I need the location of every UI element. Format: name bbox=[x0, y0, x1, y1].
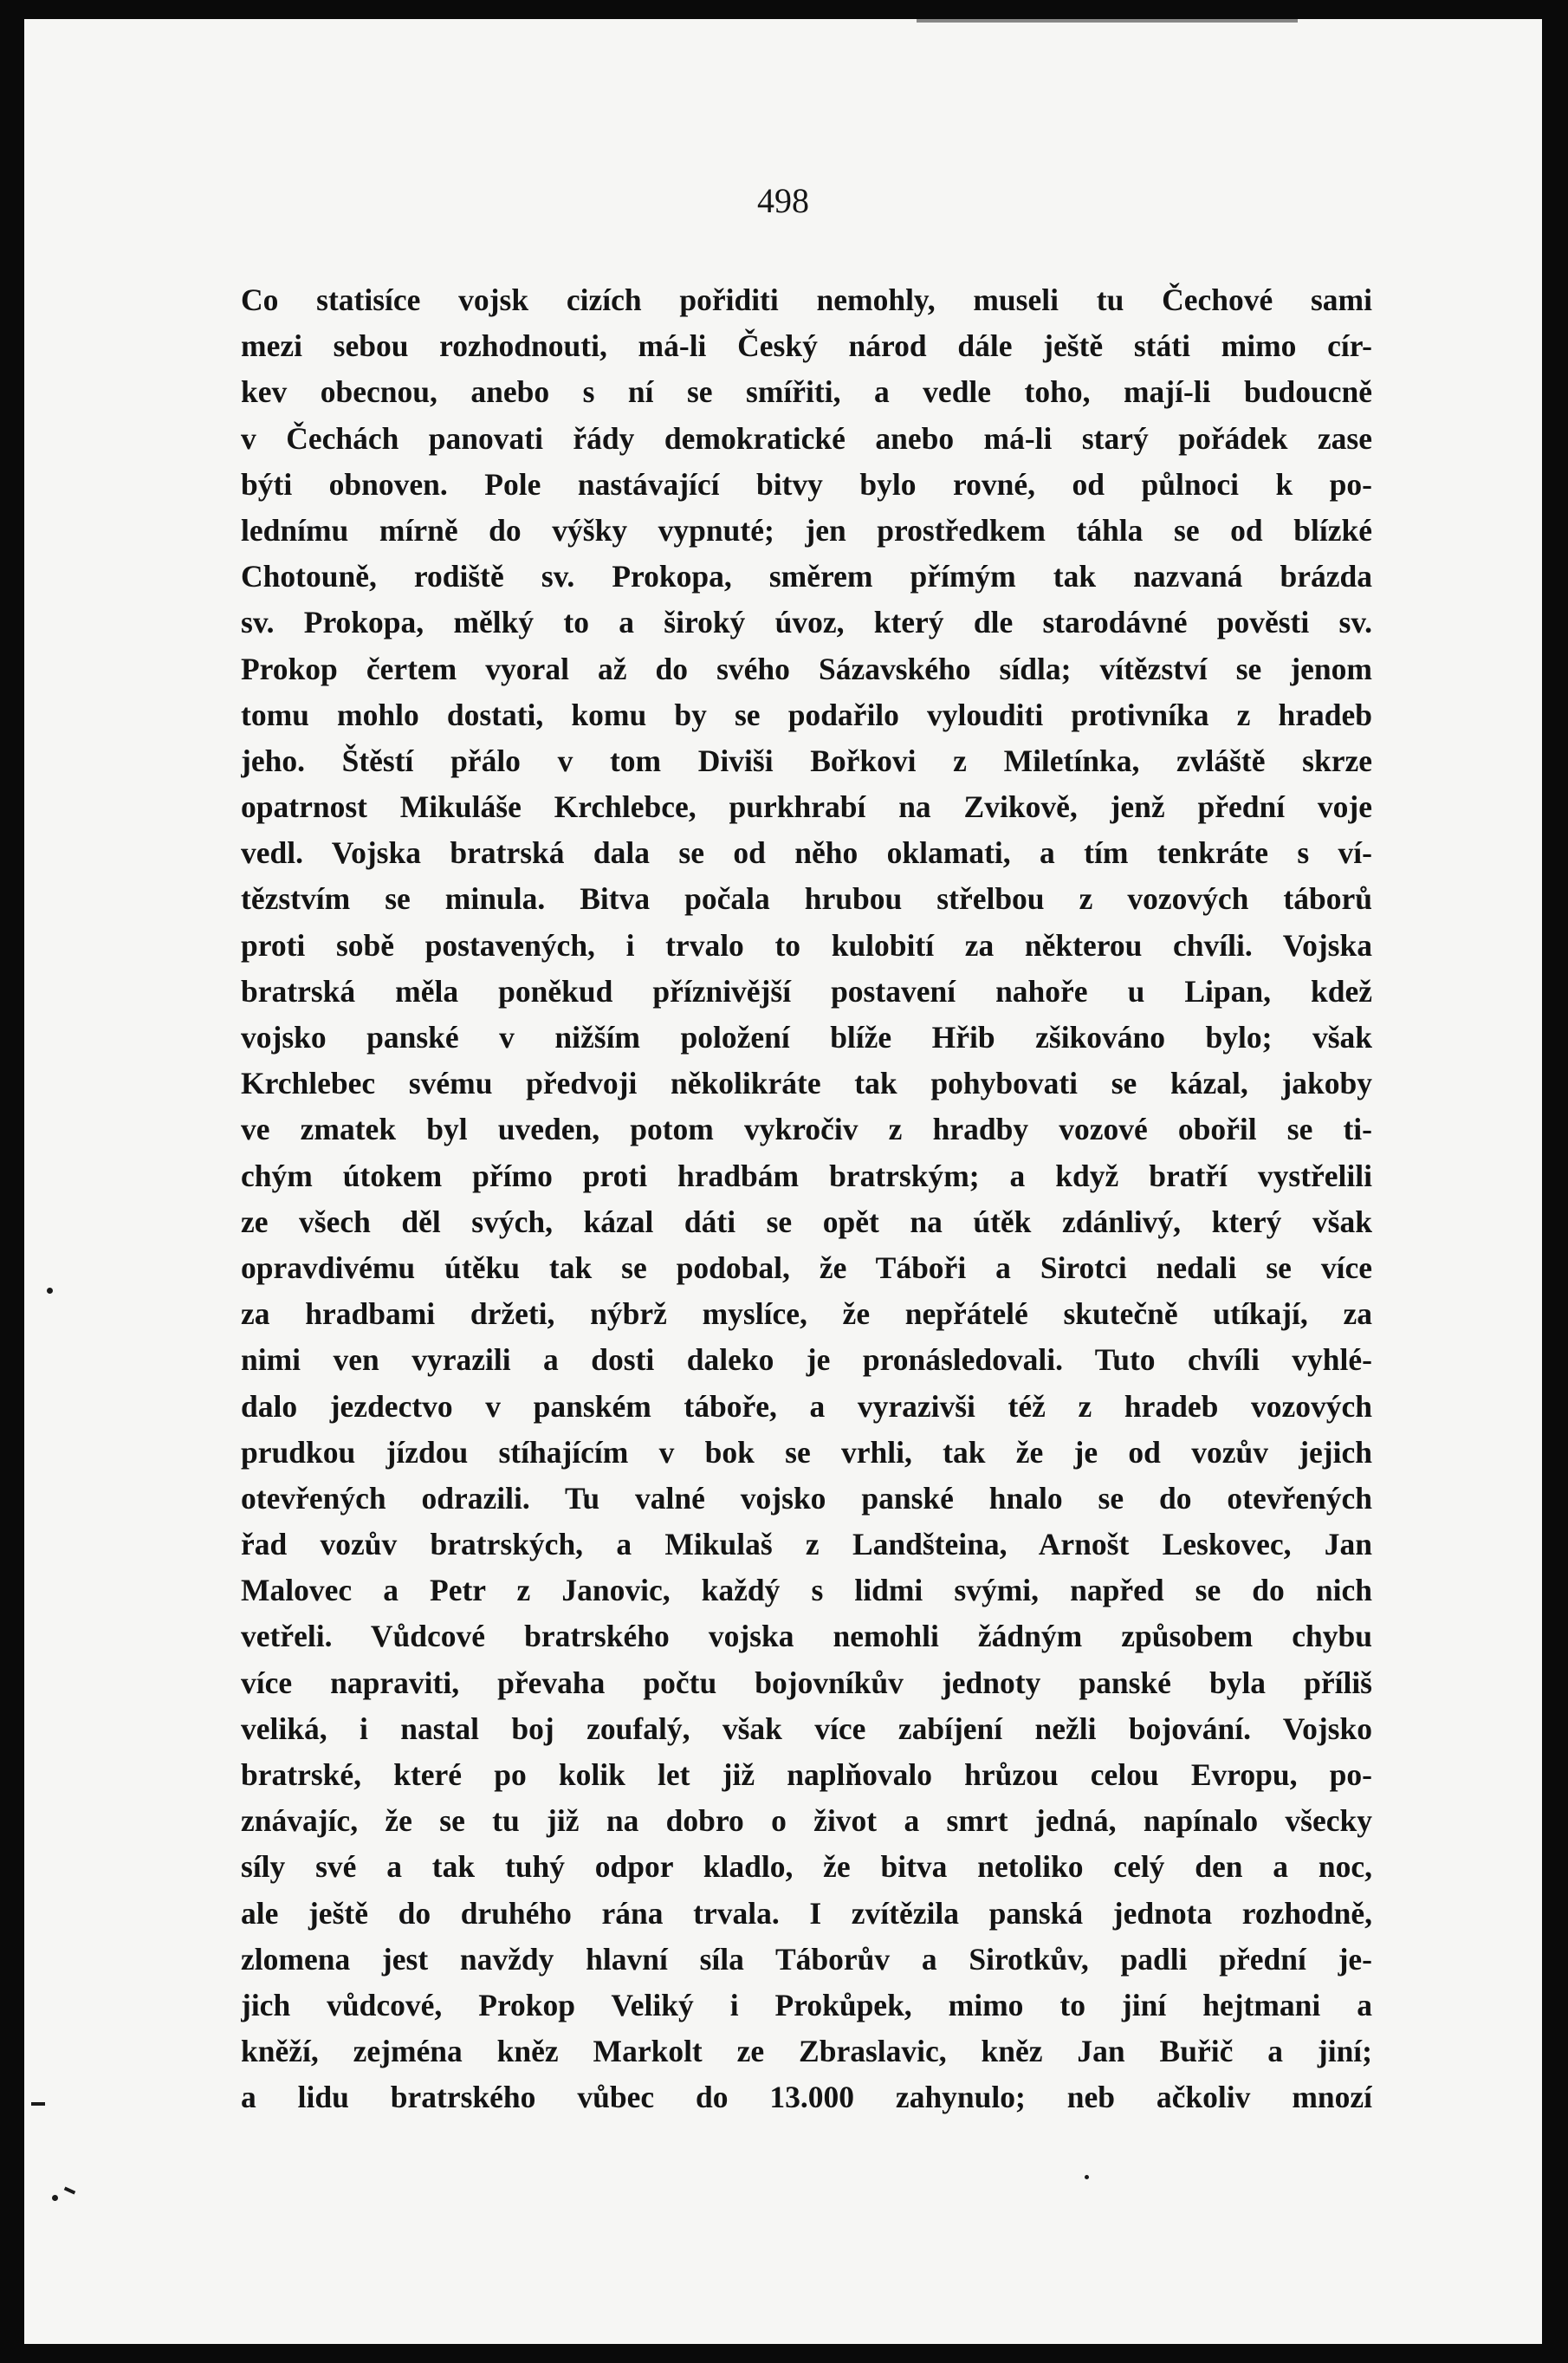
text-line: Malovec a Petr z Janovic, každý s lidmi svými, napřed se do nich bbox=[241, 1573, 1372, 1608]
text-line: opravdivému útěku tak se podobal, že Táboři a Sirotci nedali se více bbox=[241, 1250, 1372, 1285]
text-line: bratrské, které po kolik let již naplňovalo hrůzou celou Evropu, po- bbox=[241, 1757, 1372, 1792]
scan-speck bbox=[64, 2186, 75, 2194]
text-line: dalo jezdectvo v panském táboře, a vyrazivši též z hradeb vozových bbox=[241, 1388, 1372, 1424]
text-line: sv. Prokopa, mělký to a široký úvoz, který dle starodávné pověsti sv. bbox=[241, 605, 1372, 640]
page-number: 498 bbox=[757, 181, 809, 220]
text-line: bratrská měla poněkud příznivější postavení nahoře u Lipan, kdež bbox=[241, 973, 1372, 1009]
text-line: lednímu mírně do výšky vypnuté; jen prostředkem táhla se od blízké bbox=[241, 512, 1372, 548]
body-text bbox=[241, 277, 1372, 2121]
text-line: tězstvím se minula. Bitva počala hrubou střelbou z vozových táborů bbox=[241, 881, 1372, 917]
text-line: proti sobě postavených, i trvalo to kulobití za některou chvíli. Vojska bbox=[241, 927, 1372, 963]
text-line: vedl. Vojska bratrská dala se od něho oklamati, a tím tenkráte s ví- bbox=[241, 835, 1372, 871]
text-line: zlomena jest navždy hlavní síla Táborův a Sirotkův, padli přední je- bbox=[241, 1941, 1372, 1977]
text-line: za hradbami držeti, nýbrž myslíce, že nepřátelé skutečně utíkají, za bbox=[241, 1296, 1372, 1332]
book-page bbox=[24, 19, 1542, 2344]
scan-speck bbox=[47, 1288, 53, 1294]
text-line: býti obnoven. Pole nastávající bitvy bylo rovné, od půlnoci k po- bbox=[241, 466, 1372, 502]
text-line: opatrnost Mikuláše Krchlebce, purkhrabí na Zvikově, jenž přední voje bbox=[241, 789, 1372, 825]
text-line: Prokop čertem vyoral až do svého Sázavského sídla; vítězství se jenom bbox=[241, 651, 1372, 686]
text-line: Chotouně, rodiště sv. Prokopa, směrem přímým tak nazvaná brázda bbox=[241, 559, 1372, 594]
text-line: vojsko panské v nižším položení blíže Hřib zšikováno bylo; však bbox=[241, 1020, 1372, 1055]
text-line: znávajíc, že se tu již na dobro o život a smrt jedná, napínalo všecky bbox=[241, 1803, 1372, 1839]
text-line: ve zmatek byl uveden, potom vykročiv z hradby vozové obořil se ti- bbox=[241, 1112, 1372, 1147]
scan-edge-rule bbox=[917, 19, 1298, 23]
text-line: síly své a tak tuhý odpor kladlo, že bitva netoliko celý den a noc, bbox=[241, 1849, 1372, 1885]
text-line: a lidu bratrského vůbec do 13.000 zahynulo; neb ačkoliv mnozí bbox=[241, 2080, 1372, 2115]
text-line: kněží, zejména kněz Markolt ze Zbraslavic, kněz Jan Buřič a jiní; bbox=[241, 2034, 1372, 2069]
text-line: více napraviti, převaha počtu bojovníkův jednoty panské byla příliš bbox=[241, 1665, 1372, 1700]
text-line: řad vozův bratrských, a Mikulaš z Landšteina, Arnošt Leskovec, Jan bbox=[241, 1527, 1372, 1562]
text-line: prudkou jízdou stíhajícím v bok se vrhli, tak že je od vozův jejich bbox=[241, 1434, 1372, 1470]
text-line: otevřených odrazili. Tu valné vojsko panské hnalo se do otevřených bbox=[241, 1480, 1372, 1516]
text-line: jich vůdcové, Prokop Veliký i Prokůpek, mimo to jiní hejtmani a bbox=[241, 1987, 1372, 2022]
text-line: veliká, i nastal boj zoufalý, však více zabíjení nežli bojování. Vojsko bbox=[241, 1711, 1372, 1746]
text-line: Co statisíce vojsk cizích pořiditi nemohly, museli tu Čechové sami bbox=[241, 282, 1372, 317]
text-line: Krchlebec svému předvoji několikráte tak pohybovati se kázal, jakoby bbox=[241, 1066, 1372, 1101]
scan-speck bbox=[31, 2102, 45, 2106]
text-line: chým útokem přímo proti hradbám bratrským; a když bratří vystřelili bbox=[241, 1158, 1372, 1193]
text-line: nimi ven vyrazili a dosti daleko je pronásledovali. Tuto chvíli vyhlé- bbox=[241, 1342, 1372, 1378]
text-line: vetřeli. Vůdcové bratrského vojska nemohli žádným způsobem chybu bbox=[241, 1619, 1372, 1654]
text-line: tomu mohlo dostati, komu by se podařilo vylouditi protivníka z hradeb bbox=[241, 697, 1372, 732]
scan-speck bbox=[1085, 2175, 1089, 2179]
text-line: kev obecnou, anebo s ní se smířiti, a vedle toho, mají-li budoucně bbox=[241, 374, 1372, 410]
text-line: jeho. Štěstí přálo v tom Diviši Bořkovi z Miletínka, zvláště skrze bbox=[241, 743, 1372, 778]
text-line: mezi sebou rozhodnouti, má-li Český národ dále ještě státi mimo cír- bbox=[241, 328, 1372, 364]
text-line: v Čechách panovati řády demokratické anebo má-li starý pořádek zase bbox=[241, 420, 1372, 456]
text-line: ze všech děl svých, kázal dáti se opět na útěk zdánlivý, který však bbox=[241, 1204, 1372, 1239]
text-line: ale ještě do druhého rána trvala. I zvítězila panská jednota rozhodně, bbox=[241, 1895, 1372, 1931]
scan-speck bbox=[52, 2195, 58, 2201]
